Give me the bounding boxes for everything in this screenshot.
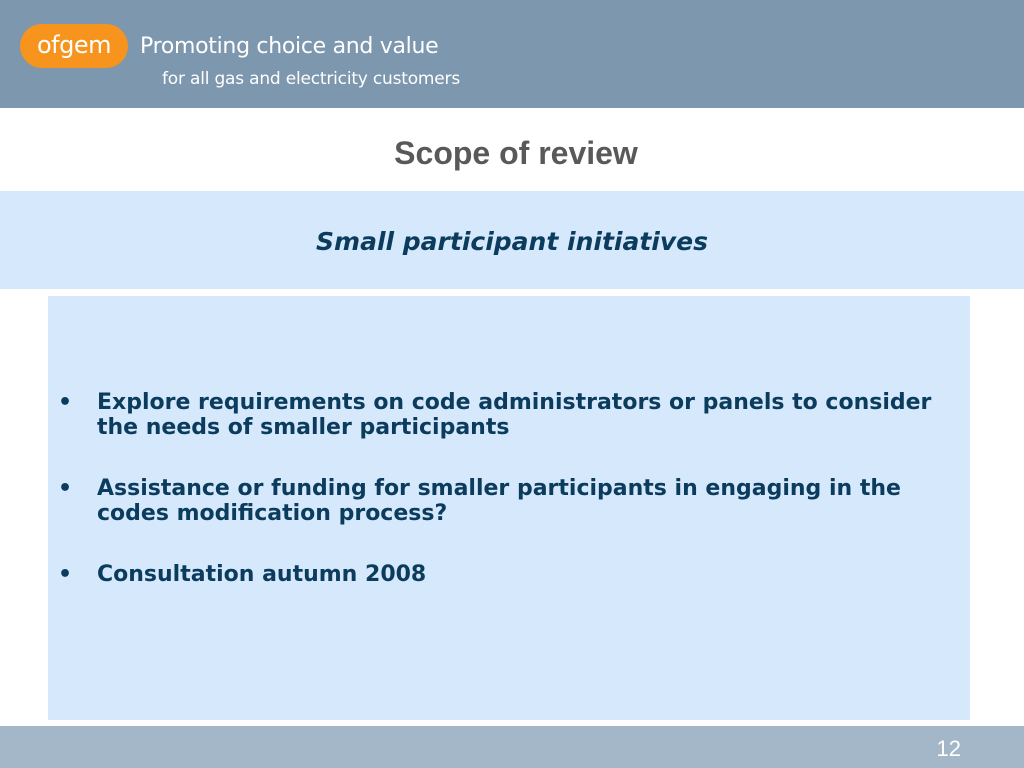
bullet-item — [56, 476, 956, 526]
bullet-marker: • — [58, 562, 73, 587]
slide-footer — [0, 726, 1024, 768]
bullet-marker: • — [58, 476, 73, 501]
slide-subtitle: Small participant initiatives — [316, 227, 708, 256]
logo-text: ofgem — [36, 31, 112, 59]
tagline-secondary: for all gas and electricity customers — [162, 69, 460, 89]
tagline-primary: Promoting choice and value — [140, 34, 439, 59]
bullet-item — [56, 390, 956, 440]
ofgem-logo-shape — [20, 24, 128, 68]
bullet-text: Assistance or funding for smaller participants in engaging in the codes modification process? — [97, 476, 901, 526]
bullet-marker: • — [58, 390, 73, 415]
bullet-text: Explore requirements on code administrators or panels to consider the needs of smaller participants — [97, 390, 932, 440]
bullet-text: Consultation autumn 2008 — [97, 562, 427, 587]
page-number: 12 — [936, 736, 961, 761]
bullet-list — [56, 390, 956, 623]
slide-header — [0, 0, 1024, 108]
ofgem-logo — [20, 24, 128, 68]
bullet-item — [56, 562, 956, 587]
slide-title: Scope of review — [394, 135, 638, 171]
